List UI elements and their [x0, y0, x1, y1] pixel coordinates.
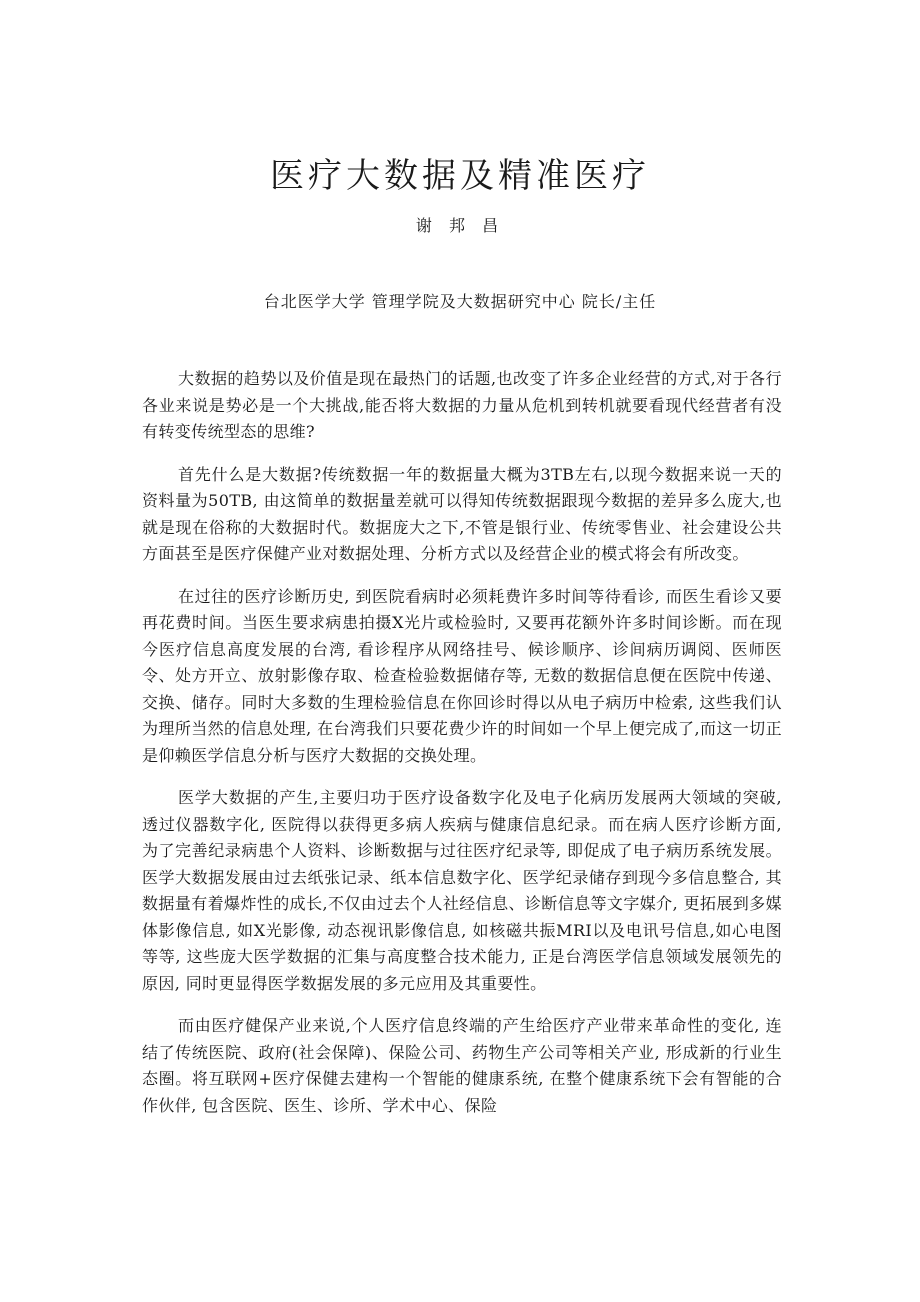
paragraph: 在过往的医疗诊断历史, 到医院看病时必须耗费许多时间等待看诊, 而医生看诊又要再花费时间。当医生要求病患拍摄X光片或检验时, 又要再花额外许多时间诊断。而在现今医疗信息高度发展的台湾, 看诊程序从网络挂号、候诊顺序、诊间病历调阅、医师医令、处方开立、放射影像存取、检查检验数据储存等, 无数的数据信息便在医院中传递、交换、储存。同时大多数的生理检验信息在你回诊时得以从电子病历中检索, 这些我们认为理所当然的信息处理, 在台湾我们只要花费少许的时间如一个早上便完成了,而这一切正是仰赖医学信息分析与医疗大数据的交换处理。 — [142, 586, 782, 765]
paragraph: 首先什么是大数据?传统数据一年的数据量大概为3TB左右,以现今数据来说一天的资料量为50TB, 由这简单的数据量差就可以得知传统数据跟现今数据的差异多么庞大,也就是现在俗称的大数据时代。数据庞大之下,不管是银行业、传统零售业、社会建设公共方面甚至是医疗保健产业对数据处理、分析方式以及经营企业的模式将会有所改变。 — [142, 464, 782, 563]
paragraph: 大数据的趋势以及价值是现在最热门的话题,也改变了许多企业经营的方式,对于各行各业来说是势必是一个大挑战,能否将大数据的力量从危机到转机就要看现代经营者有没有转变传统型态的思维? — [142, 369, 782, 441]
body-text — [142, 366, 782, 1135]
document-title: 医疗大数据及精准医疗 — [270, 156, 650, 196]
author-affiliation: 台北医学大学 管理学院及大数据研究中心 院长/主任 — [263, 292, 657, 311]
paragraph: 而由医疗健保产业来说,个人医疗信息终端的产生给医疗产业带来革命性的变化, 连结了传统医院、政府(社会保障)、保险公司、药物生产公司等相关产业, 形成新的行业生态圈。将互联网+医疗保健去建构一个智能的健康系统, 在整个健康系统下会有智能的合作伙伴, 包含医院、医生、诊所、学术中心、保险 — [142, 1016, 782, 1115]
paragraph: 医学大数据的产生,主要归功于医疗设备数字化及电子化病历发展两大领域的突破, 透过仪器数字化, 医院得以获得更多病人疾病与健康信息纪录。而在病人医疗诊断方面, 为了完善纪录病患个人资料、诊断数据与过往医疗纪录等, 即促成了电子病历系统发展。医学大数据发展由过去纸张记录、纸本信息数字化、医学纪录储存到现今多信息整合, 其数据量有着爆炸性的成长,不仅由过去个人社经信息、诊断信息等文字媒介, 更拓展到多媒体影像信息, 如X光影像, 动态视讯影像信息, 如核磁共振MRI以及电讯号信息,如心电图等等, 这些庞大医学数据的汇集与高度整合技术能力, 正是台湾医学信息领域发展领先的原因, 同时更显得医学数据发展的多元应用及其重要性。 — [142, 788, 782, 993]
author-name: 谢 邦 昌 — [415, 216, 505, 235]
